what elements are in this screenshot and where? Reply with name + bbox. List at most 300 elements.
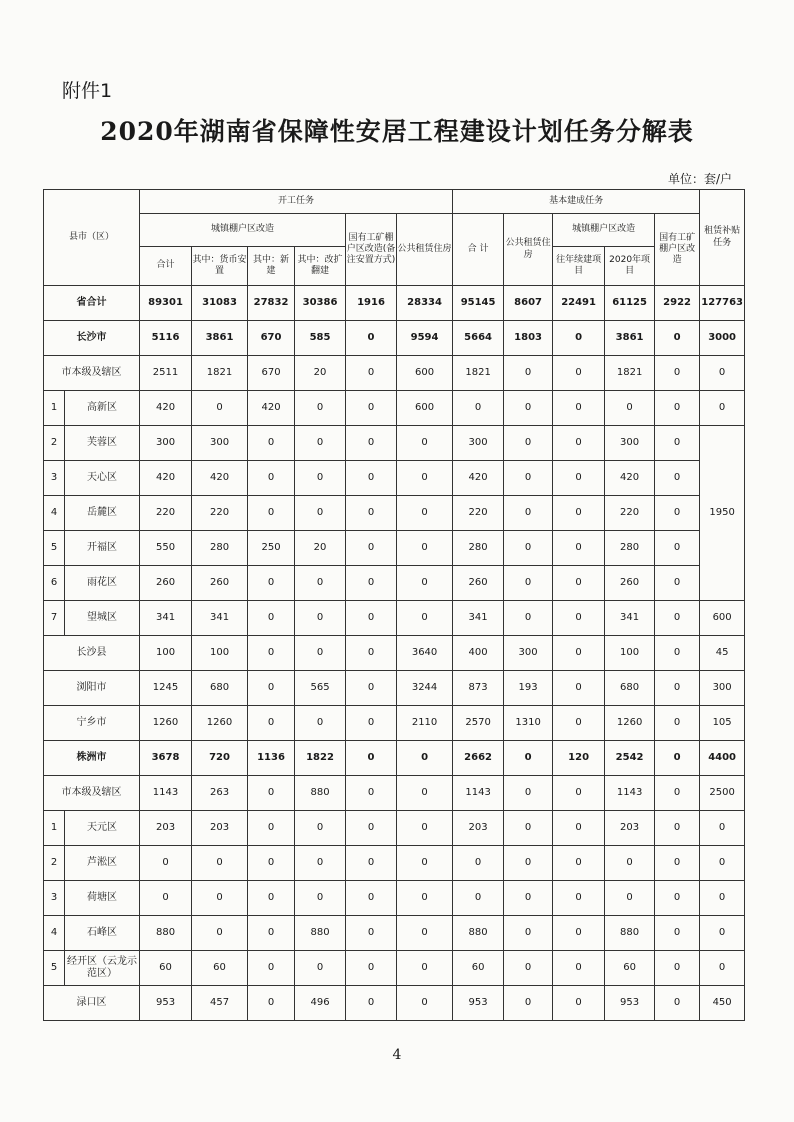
value-cell: 0: [346, 426, 397, 461]
value-cell: 300: [700, 671, 745, 706]
value-cell: 880: [453, 916, 504, 951]
region-name: 长沙县: [44, 636, 140, 671]
value-cell: 89301: [140, 286, 192, 321]
value-cell: 0: [397, 951, 453, 986]
region-name: 长沙市: [44, 321, 140, 356]
value-cell: 0: [248, 636, 295, 671]
value-cell: 0: [295, 951, 346, 986]
value-cell: 203: [140, 811, 192, 846]
value-cell: 0: [655, 496, 700, 531]
value-cell: 0: [553, 391, 605, 426]
value-cell: 0: [397, 916, 453, 951]
region-name: 雨花区: [65, 566, 140, 601]
table-row: [44, 321, 745, 356]
value-cell: 5116: [140, 321, 192, 356]
header-2020-project: 2020年项目: [605, 247, 655, 286]
value-cell: 880: [140, 916, 192, 951]
value-cell: 0: [192, 846, 248, 881]
value-cell: 0: [295, 391, 346, 426]
value-cell: 0: [295, 566, 346, 601]
value-cell: 0: [346, 706, 397, 741]
value-cell: 0: [346, 391, 397, 426]
header-guoyou-kaigong: 国有工矿棚户区改造(备注安置方式): [346, 214, 397, 286]
region-name: 宁乡市: [44, 706, 140, 741]
value-cell: 0: [504, 601, 553, 636]
value-cell: 420: [192, 461, 248, 496]
value-cell: 0: [655, 846, 700, 881]
value-cell: 3640: [397, 636, 453, 671]
value-cell: 0: [295, 881, 346, 916]
value-cell: 0: [453, 846, 504, 881]
value-cell: 0: [248, 881, 295, 916]
value-cell: 100: [192, 636, 248, 671]
value-cell: 670: [248, 356, 295, 391]
value-cell: 1260: [605, 706, 655, 741]
value-cell: 0: [295, 601, 346, 636]
value-cell: 0: [397, 846, 453, 881]
value-cell: 0: [655, 671, 700, 706]
region-name: 天元区: [65, 811, 140, 846]
value-cell: 0: [655, 601, 700, 636]
value-cell: 260: [140, 566, 192, 601]
region-name: 荷塘区: [65, 881, 140, 916]
value-cell: 880: [295, 776, 346, 811]
value-cell: 873: [453, 671, 504, 706]
attachment-label: 附件1: [62, 80, 113, 102]
row-number: 1: [44, 391, 65, 426]
value-cell: 420: [140, 461, 192, 496]
header-kaigong: 开工任务: [140, 190, 453, 214]
row-number: 4: [44, 496, 65, 531]
value-cell: 0: [140, 881, 192, 916]
value-cell: 1143: [453, 776, 504, 811]
value-cell: 0: [397, 601, 453, 636]
value-cell: 585: [295, 321, 346, 356]
header-heji-2: 合 计: [453, 214, 504, 286]
row-number: 3: [44, 881, 65, 916]
value-cell: 0: [655, 986, 700, 1021]
header-chengzhen-gaizao-2: 城镇棚户区改造: [553, 214, 655, 247]
value-cell: 1803: [504, 321, 553, 356]
page-number: 4: [392, 1047, 402, 1063]
value-cell: 0: [397, 531, 453, 566]
value-cell: 0: [700, 916, 745, 951]
value-cell: 0: [397, 426, 453, 461]
row-number: 3: [44, 461, 65, 496]
value-cell: 0: [346, 776, 397, 811]
value-cell: 0: [504, 356, 553, 391]
value-cell: 1822: [295, 741, 346, 776]
value-cell: 1245: [140, 671, 192, 706]
table-row: [44, 811, 745, 846]
rent-subsidy-merged: 1950: [700, 426, 745, 601]
value-cell: 0: [397, 566, 453, 601]
value-cell: 0: [397, 811, 453, 846]
value-cell: 341: [605, 601, 655, 636]
value-cell: 0: [655, 916, 700, 951]
value-cell: 0: [397, 496, 453, 531]
value-cell: 220: [453, 496, 504, 531]
value-cell: 0: [346, 986, 397, 1021]
value-cell: 0: [553, 356, 605, 391]
value-cell: 60: [605, 951, 655, 986]
task-table: [43, 189, 745, 1021]
value-cell: 0: [655, 951, 700, 986]
value-cell: 0: [553, 636, 605, 671]
value-cell: 1143: [605, 776, 655, 811]
value-cell: 0: [295, 426, 346, 461]
region-name: 渌口区: [44, 986, 140, 1021]
value-cell: 0: [453, 881, 504, 916]
value-cell: 953: [140, 986, 192, 1021]
value-cell: 8607: [504, 286, 553, 321]
value-cell: 0: [655, 776, 700, 811]
value-cell: 3678: [140, 741, 192, 776]
value-cell: 20: [295, 356, 346, 391]
value-cell: 1916: [346, 286, 397, 321]
value-cell: 0: [655, 321, 700, 356]
value-cell: 0: [553, 461, 605, 496]
value-cell: 2922: [655, 286, 700, 321]
header-jiben: 基本建成任务: [453, 190, 700, 214]
header-wangnian: 往年续建项目: [553, 247, 605, 286]
value-cell: 953: [605, 986, 655, 1021]
row-number: 5: [44, 531, 65, 566]
table-row: [44, 741, 745, 776]
value-cell: 0: [553, 671, 605, 706]
value-cell: 3244: [397, 671, 453, 706]
value-cell: 0: [655, 356, 700, 391]
row-number: 1: [44, 811, 65, 846]
value-cell: 341: [453, 601, 504, 636]
value-cell: 0: [700, 846, 745, 881]
value-cell: 0: [605, 391, 655, 426]
value-cell: 550: [140, 531, 192, 566]
value-cell: 0: [295, 461, 346, 496]
value-cell: 0: [655, 811, 700, 846]
value-cell: 0: [397, 461, 453, 496]
value-cell: 0: [553, 881, 605, 916]
header-rent-subsidy: 租赁补贴任务: [700, 190, 745, 286]
value-cell: 0: [700, 356, 745, 391]
value-cell: 1821: [192, 356, 248, 391]
value-cell: 670: [248, 321, 295, 356]
value-cell: 496: [295, 986, 346, 1021]
table-row: [44, 636, 745, 671]
value-cell: 280: [605, 531, 655, 566]
value-cell: 0: [553, 426, 605, 461]
value-cell: 0: [248, 846, 295, 881]
value-cell: 0: [397, 776, 453, 811]
row-number: 4: [44, 916, 65, 951]
value-cell: 0: [346, 601, 397, 636]
value-cell: 0: [655, 636, 700, 671]
table-row: [44, 671, 745, 706]
value-cell: 0: [553, 846, 605, 881]
value-cell: 31083: [192, 286, 248, 321]
value-cell: 61125: [605, 286, 655, 321]
value-cell: 0: [655, 531, 700, 566]
value-cell: 2542: [605, 741, 655, 776]
table-row: [44, 601, 745, 636]
value-cell: 0: [553, 951, 605, 986]
table-row: [44, 356, 745, 391]
value-cell: 0: [553, 916, 605, 951]
value-cell: 680: [192, 671, 248, 706]
table-row: [44, 566, 745, 601]
value-cell: 0: [504, 776, 553, 811]
row-number: 5: [44, 951, 65, 986]
value-cell: 0: [248, 426, 295, 461]
value-cell: 260: [453, 566, 504, 601]
value-cell: 0: [504, 391, 553, 426]
row-number: 7: [44, 601, 65, 636]
value-cell: 0: [295, 636, 346, 671]
table-row: [44, 846, 745, 881]
value-cell: 0: [346, 951, 397, 986]
value-cell: 0: [504, 881, 553, 916]
region-name: 岳麓区: [65, 496, 140, 531]
value-cell: 0: [295, 846, 346, 881]
table-row: [44, 461, 745, 496]
value-cell: 300: [504, 636, 553, 671]
table-row: [44, 951, 745, 986]
value-cell: 0: [346, 566, 397, 601]
value-cell: 600: [397, 391, 453, 426]
value-cell: 720: [192, 741, 248, 776]
header-gaikuo: 其中：改扩翻建: [295, 247, 346, 286]
value-cell: 0: [504, 566, 553, 601]
region-name: 株洲市: [44, 741, 140, 776]
region-name: 芙蓉区: [65, 426, 140, 461]
value-cell: 2110: [397, 706, 453, 741]
value-cell: 0: [504, 951, 553, 986]
value-cell: 450: [700, 986, 745, 1021]
value-cell: 0: [700, 391, 745, 426]
table-row: [44, 706, 745, 741]
header-guoyou-jiben: 国有工矿棚户区改造: [655, 214, 700, 286]
value-cell: 0: [553, 566, 605, 601]
value-cell: 0: [605, 846, 655, 881]
value-cell: 2511: [140, 356, 192, 391]
value-cell: 0: [553, 496, 605, 531]
value-cell: 1260: [192, 706, 248, 741]
value-cell: 0: [553, 531, 605, 566]
value-cell: 0: [655, 881, 700, 916]
value-cell: 9594: [397, 321, 453, 356]
value-cell: 0: [248, 496, 295, 531]
value-cell: 341: [192, 601, 248, 636]
value-cell: 3000: [700, 321, 745, 356]
table-row: [44, 426, 745, 461]
value-cell: 0: [655, 566, 700, 601]
row-number: 6: [44, 566, 65, 601]
value-cell: 0: [346, 916, 397, 951]
value-cell: 220: [605, 496, 655, 531]
value-cell: 27832: [248, 286, 295, 321]
value-cell: 1136: [248, 741, 295, 776]
value-cell: 680: [605, 671, 655, 706]
value-cell: 0: [655, 426, 700, 461]
header-huobi: 其中：货币安置: [192, 247, 248, 286]
region-name: 市本级及辖区: [44, 356, 140, 391]
value-cell: 0: [504, 741, 553, 776]
value-cell: 0: [504, 986, 553, 1021]
value-cell: 0: [655, 741, 700, 776]
unit-label: 单位：套/户: [667, 172, 732, 186]
value-cell: 0: [553, 706, 605, 741]
value-cell: 203: [605, 811, 655, 846]
value-cell: 0: [504, 461, 553, 496]
value-cell: 0: [346, 881, 397, 916]
value-cell: 0: [553, 601, 605, 636]
value-cell: 0: [504, 426, 553, 461]
value-cell: 300: [605, 426, 655, 461]
header-gonggong-zulin-1: 公共租赁住房: [397, 214, 453, 286]
value-cell: 203: [192, 811, 248, 846]
value-cell: 0: [700, 951, 745, 986]
value-cell: 250: [248, 531, 295, 566]
value-cell: 0: [248, 671, 295, 706]
value-cell: 880: [295, 916, 346, 951]
table-row: [44, 391, 745, 426]
header-gonggong-zulin-2: 公共租赁住房: [504, 214, 553, 286]
value-cell: 30386: [295, 286, 346, 321]
value-cell: 0: [346, 356, 397, 391]
value-cell: 0: [248, 776, 295, 811]
value-cell: 2500: [700, 776, 745, 811]
value-cell: 0: [346, 741, 397, 776]
value-cell: 0: [248, 601, 295, 636]
value-cell: 0: [700, 811, 745, 846]
value-cell: 260: [605, 566, 655, 601]
value-cell: 0: [655, 391, 700, 426]
value-cell: 0: [346, 671, 397, 706]
value-cell: 0: [553, 321, 605, 356]
value-cell: 0: [346, 811, 397, 846]
region-name: 省合计: [44, 286, 140, 321]
value-cell: 220: [140, 496, 192, 531]
value-cell: 100: [605, 636, 655, 671]
value-cell: 3861: [192, 321, 248, 356]
row-number: 2: [44, 426, 65, 461]
header-xinjian: 其中：新 建: [248, 247, 295, 286]
value-cell: 0: [397, 741, 453, 776]
value-cell: 20: [295, 531, 346, 566]
table-row: [44, 531, 745, 566]
value-cell: 600: [397, 356, 453, 391]
value-cell: 0: [295, 496, 346, 531]
value-cell: 300: [140, 426, 192, 461]
region-name: 开福区: [65, 531, 140, 566]
value-cell: 0: [504, 916, 553, 951]
value-cell: 1821: [605, 356, 655, 391]
value-cell: 600: [700, 601, 745, 636]
value-cell: 0: [248, 706, 295, 741]
value-cell: 0: [346, 496, 397, 531]
value-cell: 3861: [605, 321, 655, 356]
value-cell: 0: [504, 846, 553, 881]
value-cell: 60: [140, 951, 192, 986]
value-cell: 0: [295, 706, 346, 741]
region-name: 芦淞区: [65, 846, 140, 881]
value-cell: 127763: [700, 286, 745, 321]
value-cell: 4400: [700, 741, 745, 776]
value-cell: 300: [453, 426, 504, 461]
value-cell: 193: [504, 671, 553, 706]
value-cell: 0: [655, 461, 700, 496]
value-cell: 100: [140, 636, 192, 671]
region-name: 市本级及辖区: [44, 776, 140, 811]
value-cell: 341: [140, 601, 192, 636]
value-cell: 400: [453, 636, 504, 671]
value-cell: 0: [192, 391, 248, 426]
value-cell: 0: [346, 531, 397, 566]
value-cell: 280: [453, 531, 504, 566]
region-name: 天心区: [65, 461, 140, 496]
table-row: [44, 286, 745, 321]
value-cell: 0: [248, 811, 295, 846]
value-cell: 280: [192, 531, 248, 566]
value-cell: 0: [248, 566, 295, 601]
value-cell: 0: [700, 881, 745, 916]
value-cell: 105: [700, 706, 745, 741]
value-cell: 1310: [504, 706, 553, 741]
value-cell: 565: [295, 671, 346, 706]
value-cell: 60: [192, 951, 248, 986]
value-cell: 45: [700, 636, 745, 671]
value-cell: 22491: [553, 286, 605, 321]
row-number: 2: [44, 846, 65, 881]
table-row: [44, 776, 745, 811]
value-cell: 0: [346, 321, 397, 356]
table-row: [44, 986, 745, 1021]
value-cell: 0: [504, 496, 553, 531]
value-cell: 457: [192, 986, 248, 1021]
header-county: 县市（区）: [44, 190, 140, 286]
value-cell: 2570: [453, 706, 504, 741]
value-cell: 0: [346, 461, 397, 496]
table-row: [44, 496, 745, 531]
value-cell: 1821: [453, 356, 504, 391]
value-cell: 0: [248, 461, 295, 496]
value-cell: 220: [192, 496, 248, 531]
value-cell: 0: [655, 706, 700, 741]
value-cell: 0: [397, 986, 453, 1021]
value-cell: 953: [453, 986, 504, 1021]
value-cell: 0: [453, 391, 504, 426]
value-cell: 420: [248, 391, 295, 426]
table-row: [44, 881, 745, 916]
value-cell: 0: [346, 636, 397, 671]
region-name: 望城区: [65, 601, 140, 636]
header-heji-1: 合计: [140, 247, 192, 286]
value-cell: 420: [605, 461, 655, 496]
value-cell: 0: [248, 986, 295, 1021]
value-cell: 0: [397, 881, 453, 916]
value-cell: 5664: [453, 321, 504, 356]
value-cell: 1143: [140, 776, 192, 811]
value-cell: 0: [248, 951, 295, 986]
value-cell: 263: [192, 776, 248, 811]
table-row: [44, 916, 745, 951]
value-cell: 0: [605, 881, 655, 916]
value-cell: 300: [192, 426, 248, 461]
value-cell: 420: [453, 461, 504, 496]
value-cell: 203: [453, 811, 504, 846]
value-cell: 0: [553, 811, 605, 846]
header-chengzhen-gaizao: 城镇棚户区改造: [140, 214, 346, 247]
